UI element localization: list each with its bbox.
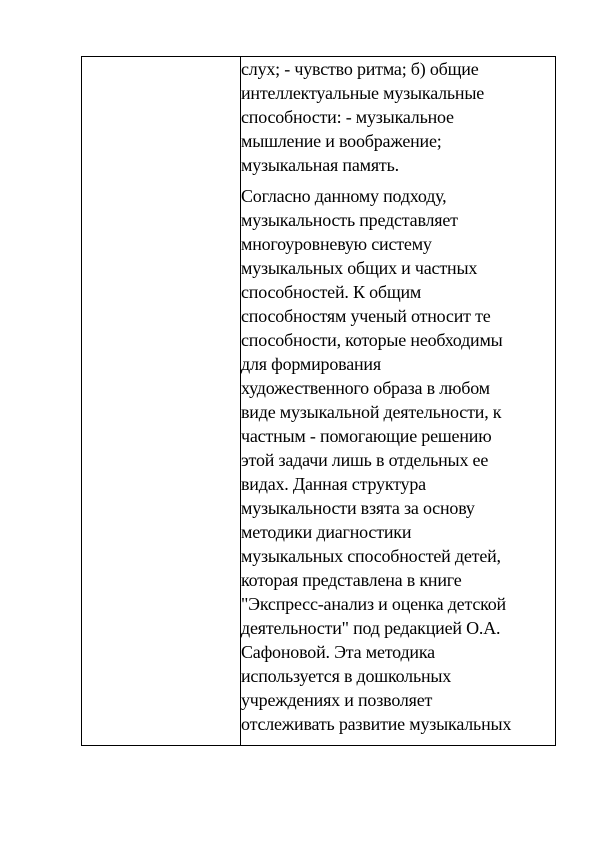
text-line: музыкальных общих и частных — [241, 258, 478, 278]
text-line: используется в дошкольных — [241, 666, 452, 686]
text-line: многоуровневую систему — [241, 234, 432, 254]
text-line: музыкальных способностей детей, — [241, 546, 501, 566]
text-cell — [241, 57, 556, 746]
text-line: способности, которые необходимы — [241, 330, 503, 350]
text-line: музыкальная память. — [241, 155, 399, 175]
text-line: слух; - чувство ритма; б) общие — [241, 59, 479, 79]
text-line: видах. Данная структура — [241, 474, 426, 494]
text-line: методики диагностики — [241, 522, 412, 542]
text-line: "Экспресс-анализ и оценка детской — [241, 594, 506, 614]
table-row — [82, 57, 556, 746]
paragraphs-container — [241, 57, 555, 736]
content-table — [81, 56, 556, 746]
paragraph — [241, 57, 555, 177]
text-line: которая представлена в книге — [241, 570, 462, 590]
text-line: музыкальность представляет — [241, 210, 458, 230]
text-line: Согласно данному подходу, — [241, 186, 447, 206]
text-line: деятельности" под редакцией О.А. — [241, 618, 501, 638]
text-line: мышление и воображение; — [241, 131, 442, 151]
text-line: интеллектуальные музыкальные — [241, 83, 485, 103]
text-line: способностям ученый относит те — [241, 306, 491, 326]
text-line: учреждениях и позволяет — [241, 690, 433, 710]
empty-left-cell — [82, 57, 241, 746]
text-line: частным - помогающие решению — [241, 426, 492, 446]
text-line: Сафоновой. Эта методика — [241, 642, 435, 662]
text-line: способности: - музыкальное — [241, 107, 454, 127]
text-line: этой задачи лишь в отдельных ее — [241, 450, 489, 470]
text-line: способностей. К общим — [241, 282, 422, 302]
text-line: отслеживать развитие музыкальных — [241, 714, 512, 734]
text-line: виде музыкальной деятельности, к — [241, 402, 502, 422]
text-line: музыкальности взята за основу — [241, 498, 475, 518]
text-line: художественного образа в любом — [241, 378, 490, 398]
paragraph — [241, 184, 555, 736]
text-line: для формирования — [241, 354, 381, 374]
